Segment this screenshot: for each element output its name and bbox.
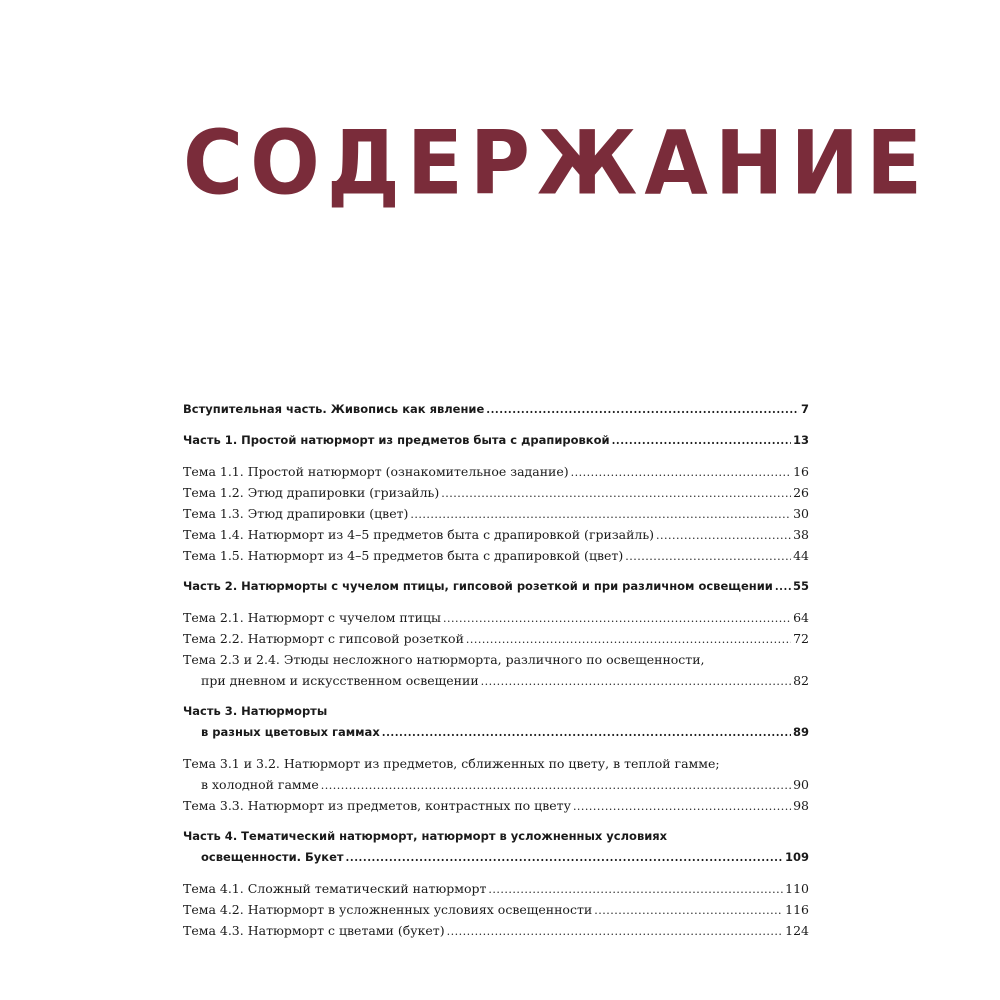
toc-entry-topic-1-3[interactable]: [183, 506, 809, 527]
toc-entry-label: в холодной гамме: [201, 777, 319, 792]
toc-entry-topic-2-3-line-1[interactable]: Тема 2.3 и 2.4. Этюды несложного натюрморта, различного по освещенности,: [183, 652, 705, 667]
dot-leader: [775, 580, 791, 593]
toc-entry-topic-2-2[interactable]: [183, 631, 809, 652]
toc-entry-label: Тема 2.2. Натюрморт с гипсовой розеткой: [183, 631, 464, 646]
dot-leader: [447, 925, 784, 938]
toc-entry-label: Тема 1.5. Натюрморт из 4–5 предметов быта с драпировкой (цвет): [183, 548, 624, 563]
toc-page-number: 89: [792, 725, 809, 739]
page-title: СОДЕРЖАНИЕ: [183, 112, 930, 216]
dot-leader: [466, 633, 791, 646]
toc-entry-label: Вступительная часть. Живопись как явление: [183, 402, 485, 416]
toc-entry-part-1[interactable]: [183, 433, 809, 454]
toc-entry-label: Тема 3.3. Натюрморт из предметов, контрастных по цвету: [183, 798, 571, 813]
toc-entry-topic-3-3[interactable]: [183, 798, 809, 819]
toc-entry-part-4[interactable]: [183, 850, 809, 871]
toc-entry-part-2[interactable]: [183, 579, 809, 600]
dot-leader: [625, 550, 791, 563]
dot-leader: [346, 851, 783, 864]
toc-page-number: 64: [793, 610, 809, 625]
toc-page-number: 72: [793, 631, 809, 646]
toc-page-number: 44: [793, 548, 809, 563]
toc-page-number: 16: [793, 464, 809, 479]
toc-entry-topic-2-1[interactable]: [183, 610, 809, 631]
toc-page-number: 30: [793, 506, 809, 521]
toc-entry-label: Тема 1.2. Этюд драпировки (гризайль): [183, 485, 440, 500]
toc-page-number: 124: [785, 923, 809, 938]
toc-entry-label: при дневном и искусственном освещении: [201, 673, 479, 688]
toc-page-number: 7: [800, 402, 809, 416]
toc-entry-label: Часть 1. Простой натюрморт из предметов быта с драпировкой: [183, 433, 610, 447]
dot-leader: [441, 487, 791, 500]
dot-leader: [488, 883, 783, 896]
toc-entry-label: Часть 2. Натюрморты с чучелом птицы, гипсовой розеткой и при различном освещении: [183, 579, 773, 593]
toc-entry-topic-4-3[interactable]: [183, 923, 809, 944]
dot-leader: [382, 726, 791, 739]
toc-entry-part-4-line-1[interactable]: Часть 4. Тематический натюрморт, натюрморт в усложненных условиях: [183, 829, 668, 843]
toc-page-number: 55: [792, 579, 809, 593]
dot-leader: [612, 434, 791, 447]
dot-leader: [443, 612, 791, 625]
dot-leader: [410, 508, 791, 521]
toc-page-number: 38: [793, 527, 809, 542]
toc-entry-label: освещенности. Букет: [201, 850, 344, 864]
toc-entry-label: Тема 4.3. Натюрморт с цветами (букет): [183, 923, 445, 938]
toc-page-number: 82: [793, 673, 809, 688]
toc-entry-label: Тема 2.1. Натюрморт с чучелом птицы: [183, 610, 441, 625]
dot-leader: [594, 904, 783, 917]
toc-entry-topic-1-2[interactable]: [183, 485, 809, 506]
dot-leader: [486, 403, 799, 416]
toc-entry-topic-1-4[interactable]: [183, 527, 809, 548]
toc-entry-label: Тема 1.4. Натюрморт из 4–5 предметов быта с драпировкой (гризайль): [183, 527, 655, 542]
toc-page-number: 90: [793, 777, 809, 792]
dot-leader: [321, 779, 791, 792]
dot-leader: [481, 675, 791, 688]
toc-page-number: 98: [793, 798, 809, 813]
toc-entry-part-3[interactable]: [183, 725, 809, 746]
toc-entry-label: Тема 1.1. Простой натюрморт (ознакомительное задание): [183, 464, 569, 479]
toc-entry-intro[interactable]: [183, 402, 809, 423]
table-of-contents: [183, 402, 809, 944]
toc-page-number: 110: [785, 881, 809, 896]
toc-page-number: 26: [793, 485, 809, 500]
toc-entry-label: Тема 4.2. Натюрморт в усложненных условиях освещенности: [183, 902, 593, 917]
toc-entry-part-3-line-1[interactable]: Часть 3. Натюрморты: [183, 704, 328, 718]
toc-entry-topic-1-1[interactable]: [183, 464, 809, 485]
toc-entry-label: Тема 1.3. Этюд драпировки (цвет): [183, 506, 409, 521]
toc-entry-topic-3-1[interactable]: [183, 777, 809, 798]
toc-entry-topic-4-1[interactable]: [183, 881, 809, 902]
toc-entry-topic-4-2[interactable]: [183, 902, 809, 923]
toc-entry-label: Тема 4.1. Сложный тематический натюрморт: [183, 881, 487, 896]
dot-leader: [656, 529, 791, 542]
toc-entry-label: в разных цветовых гаммах: [201, 725, 380, 739]
toc-page-number: 13: [792, 433, 809, 447]
toc-page-number: 116: [785, 902, 809, 917]
toc-entry-topic-1-5[interactable]: [183, 548, 809, 569]
dot-leader: [573, 800, 791, 813]
toc-entry-topic-2-3[interactable]: [183, 673, 809, 694]
toc-entry-topic-3-1-line-1[interactable]: Тема 3.1 и 3.2. Натюрморт из предметов, сближенных по цвету, в теплой гамме;: [183, 756, 720, 771]
dot-leader: [571, 466, 791, 479]
toc-page-number: 109: [784, 850, 809, 864]
